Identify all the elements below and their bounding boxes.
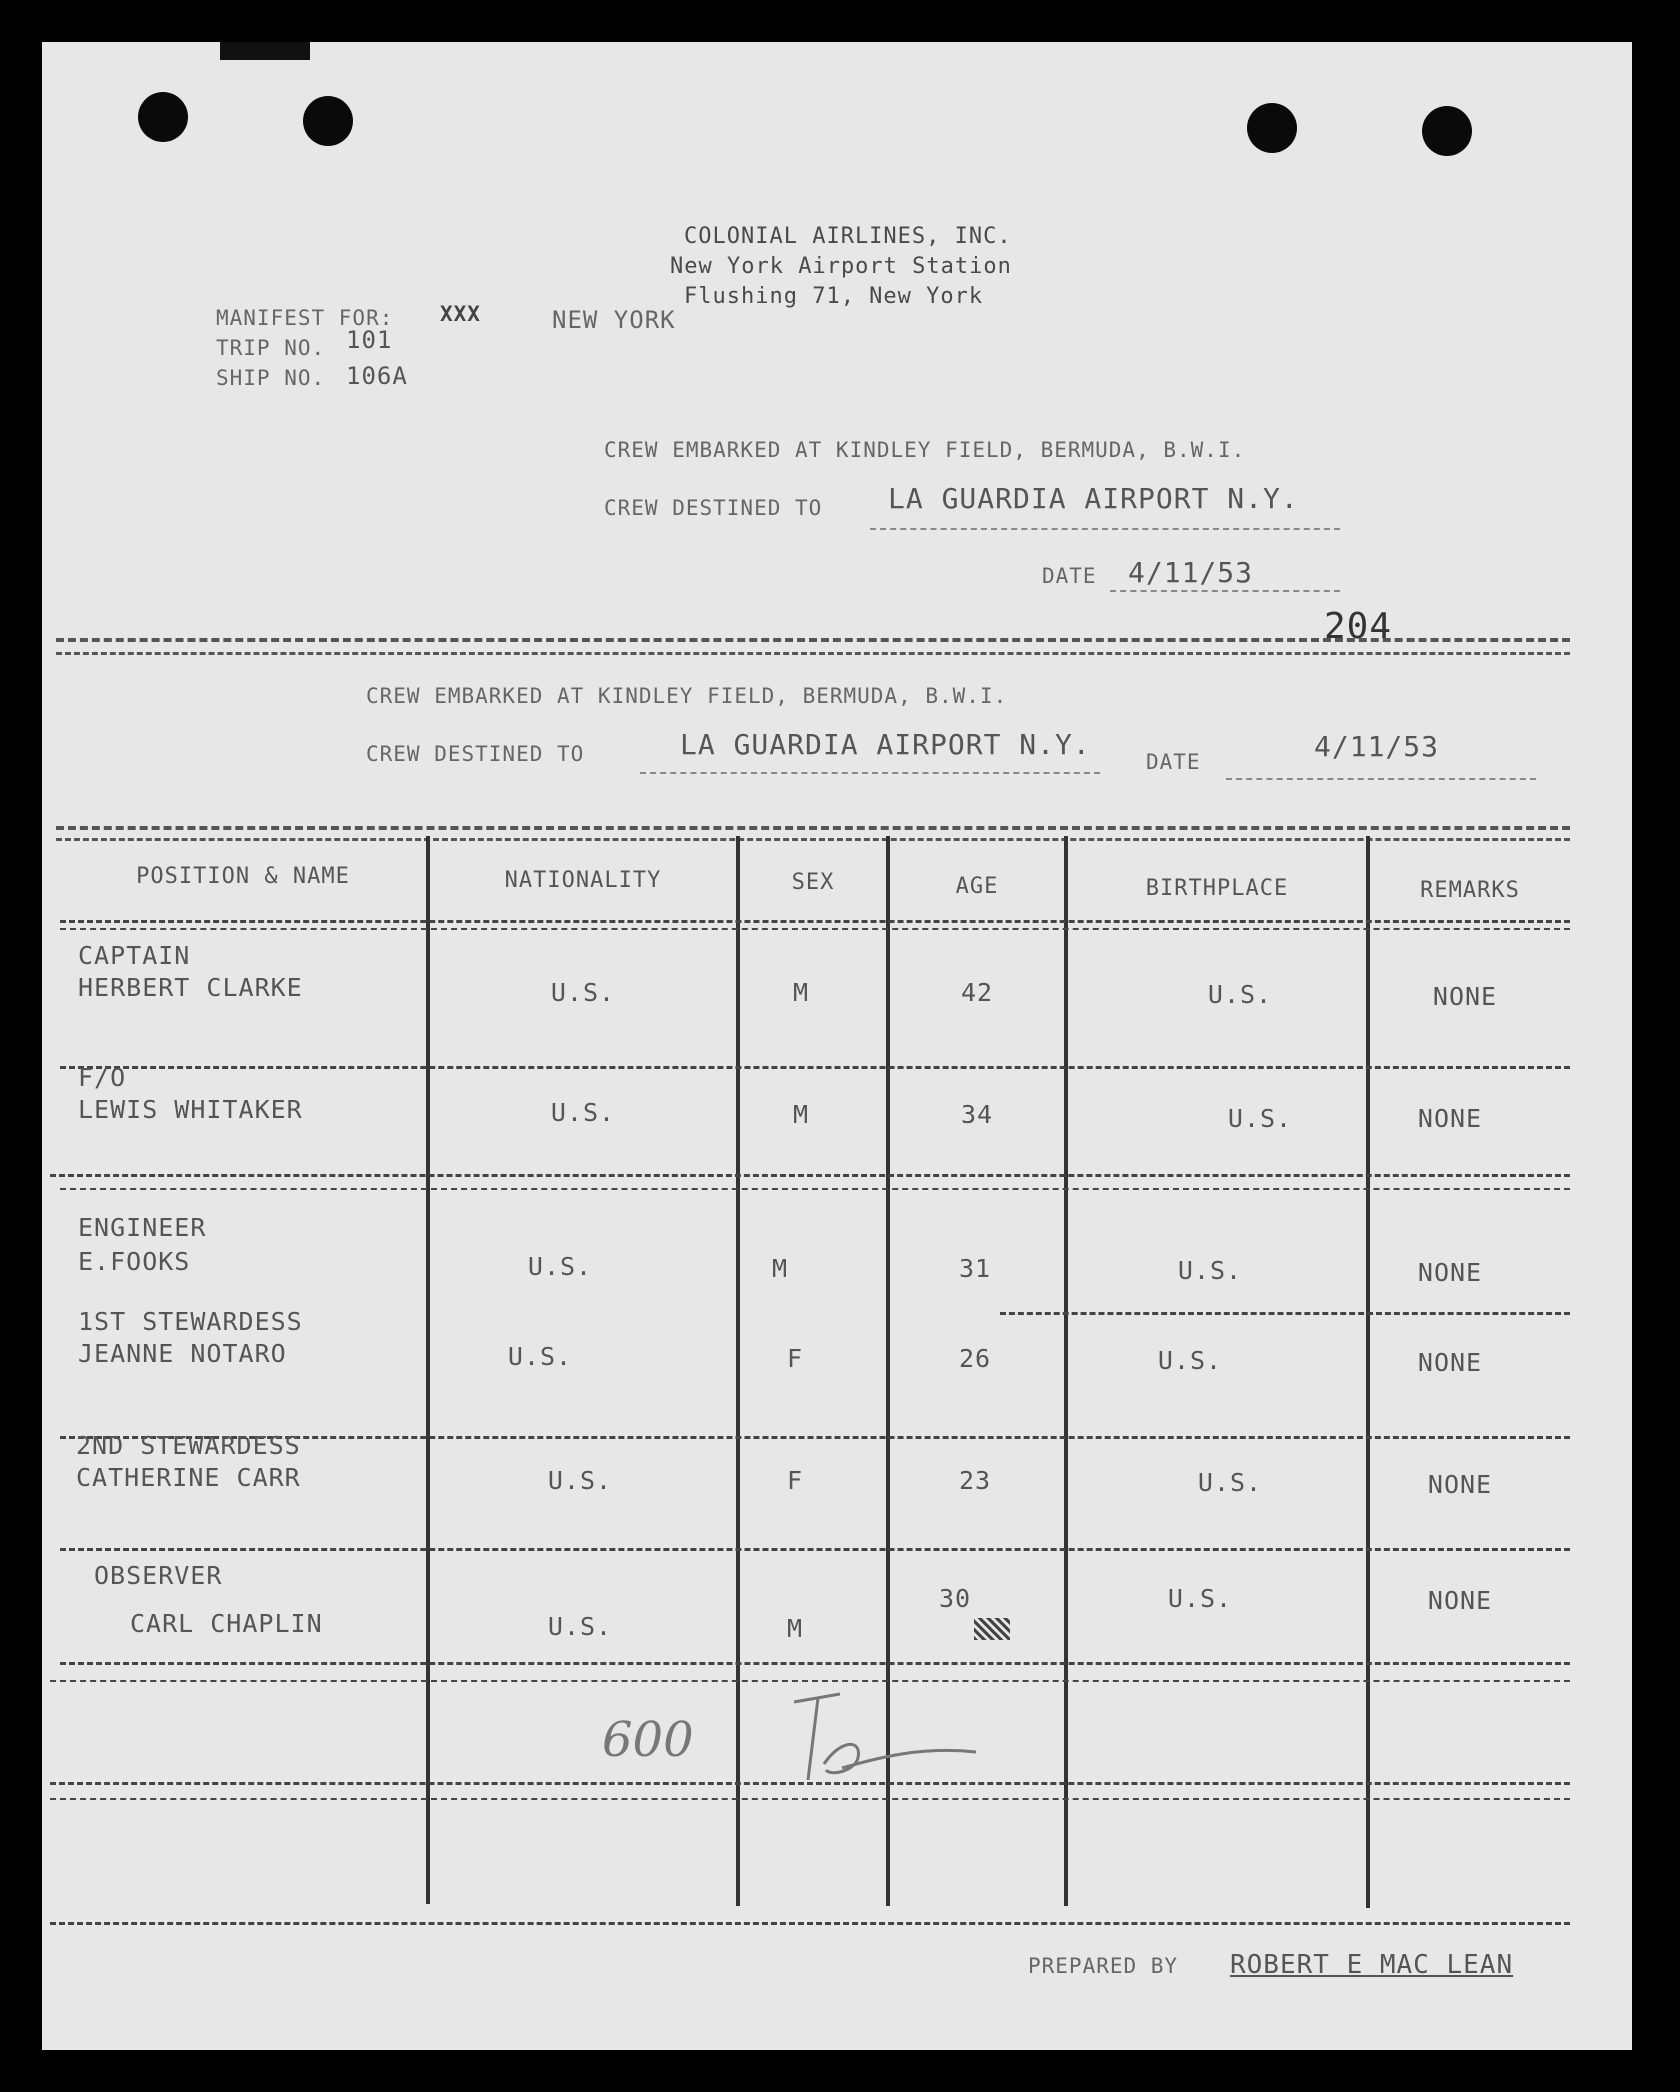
table-row-position: 1ST STEWARDESS: [78, 1307, 303, 1336]
prepared-by-name: ROBERT E MAC LEAN: [1230, 1950, 1514, 1980]
table-row-position: F/O: [78, 1063, 127, 1092]
table-row-nationality: U.S.: [507, 1342, 573, 1371]
table-row-birthplace: U.S.: [1207, 980, 1273, 1009]
table-row-birthplace: U.S.: [1157, 1346, 1223, 1375]
table-row-nationality: U.S.: [547, 1612, 613, 1641]
table-row-nationality: U.S.: [527, 1252, 593, 1281]
row-divider: [50, 1798, 1570, 1800]
row-divider: [60, 1188, 1570, 1190]
table-row-sex: M: [786, 1614, 804, 1643]
manifest-label: MANIFEST FOR:: [216, 306, 394, 330]
column-header-birthplace: BIRTHPLACE: [1145, 876, 1289, 901]
ship-number: 106A: [346, 362, 408, 390]
date-underline-top: [1110, 590, 1340, 592]
date-underline: [1226, 778, 1536, 780]
date-value-top: 4/11/53: [1128, 556, 1254, 589]
row-divider: [1000, 1312, 1570, 1315]
table-row-position: CAPTAIN: [78, 941, 191, 970]
row-divider: [50, 1922, 1570, 1925]
table-row-nationality: U.S.: [547, 1466, 613, 1495]
age-overstrike: [974, 1618, 1010, 1640]
row-divider: [60, 920, 1570, 923]
table-row-remarks: NONE: [1432, 982, 1498, 1011]
table-row-name: JEANNE NOTARO: [78, 1339, 287, 1368]
table-row-position: 2ND STEWARDESS: [76, 1431, 301, 1460]
table-row-position: OBSERVER: [94, 1561, 223, 1590]
section-divider: [56, 652, 1570, 655]
table-row-birthplace: U.S.: [1177, 1256, 1243, 1285]
table-row-age: 31: [958, 1254, 992, 1283]
table-row-sex: F: [786, 1466, 804, 1495]
table-row-age: 30: [938, 1584, 972, 1613]
trip-label: TRIP NO.: [216, 336, 326, 360]
crew-destined-label-top: CREW DESTINED TO: [604, 496, 823, 520]
date-label-top: DATE: [1042, 564, 1097, 588]
table-row-sex: M: [792, 1100, 810, 1129]
table-row-position: ENGINEER: [78, 1213, 207, 1242]
handwritten-initials: [780, 1680, 980, 1790]
table-row-name: HERBERT CLARKE: [78, 973, 303, 1002]
column-header-sex: SEX: [791, 870, 835, 895]
company-name: COLONIAL AIRLINES, INC.: [684, 224, 1012, 249]
table-row-remarks: NONE: [1417, 1258, 1483, 1287]
crew-destined-value-top: LA GUARDIA AIRPORT N.Y.: [888, 482, 1299, 515]
ship-label: SHIP NO.: [216, 366, 326, 390]
section-divider: [56, 638, 1570, 642]
handwritten-note: 600: [602, 1712, 694, 1768]
punch-hole: [303, 96, 353, 146]
punch-hole: [1422, 106, 1472, 156]
punch-hole: [1247, 103, 1297, 153]
row-divider: [60, 1548, 1570, 1551]
table-row-remarks: NONE: [1427, 1470, 1493, 1499]
station-address: Flushing 71, New York: [684, 284, 984, 309]
table-row-birthplace: U.S.: [1197, 1468, 1263, 1497]
crew-embarked: CREW EMBARKED AT KINDLEY FIELD, BERMUDA, B.W.I.: [366, 684, 1008, 708]
destined-underline-top: [870, 528, 1340, 530]
column-header-age: AGE: [955, 874, 999, 899]
binding-mark: [220, 42, 310, 60]
row-divider: [60, 928, 1570, 930]
table-row-nationality: U.S.: [550, 1098, 616, 1127]
table-row-remarks: NONE: [1417, 1348, 1483, 1377]
crew-destined-value: LA GUARDIA AIRPORT N.Y.: [680, 728, 1091, 761]
prepared-by-label: PREPARED BY: [1028, 1954, 1179, 1978]
column-header-remarks: REMARKS: [1420, 878, 1520, 903]
column-header-nationality: NATIONALITY: [504, 868, 662, 893]
table-row-sex: M: [792, 978, 810, 1007]
manifest-destination: NEW YORK: [552, 306, 676, 334]
table-row-age: 26: [958, 1344, 992, 1373]
table-row-remarks: NONE: [1417, 1104, 1483, 1133]
row-divider: [60, 1066, 1570, 1069]
table-row-age: 42: [960, 978, 994, 1007]
date-label: DATE: [1146, 750, 1201, 774]
table-row-name: E.FOOKS: [78, 1247, 191, 1276]
table-top-border: [56, 826, 1570, 830]
manifest-struck: XXX: [440, 302, 481, 326]
table-row-sex: F: [786, 1344, 804, 1373]
table-row-age: 23: [958, 1466, 992, 1495]
row-divider: [60, 1662, 1570, 1665]
punch-hole: [138, 92, 188, 142]
column-header-position: POSITION & NAME: [136, 864, 350, 889]
table-top-border: [56, 838, 1570, 841]
station-name: New York Airport Station: [670, 254, 1012, 279]
table-row-name: CATHERINE CARR: [76, 1463, 301, 1492]
page-number: 204: [1324, 606, 1393, 647]
destined-underline: [640, 772, 1100, 774]
trip-number: 101: [346, 326, 393, 354]
table-row-birthplace: U.S.: [1227, 1104, 1293, 1133]
table-row-sex: M: [771, 1254, 789, 1283]
table-row-name: CARL CHAPLIN: [130, 1609, 323, 1638]
date-value: 4/11/53: [1314, 730, 1440, 763]
crew-destined-label: CREW DESTINED TO: [366, 742, 585, 766]
crew-embarked-top: CREW EMBARKED AT KINDLEY FIELD, BERMUDA, B.W.I.: [604, 438, 1246, 462]
row-divider: [50, 1174, 1570, 1177]
table-row-birthplace: U.S.: [1167, 1584, 1233, 1613]
table-row-remarks: NONE: [1427, 1586, 1493, 1615]
table-row-nationality: U.S.: [550, 978, 616, 1007]
table-row-name: LEWIS WHITAKER: [78, 1095, 303, 1124]
table-row-age: 34: [960, 1100, 994, 1129]
